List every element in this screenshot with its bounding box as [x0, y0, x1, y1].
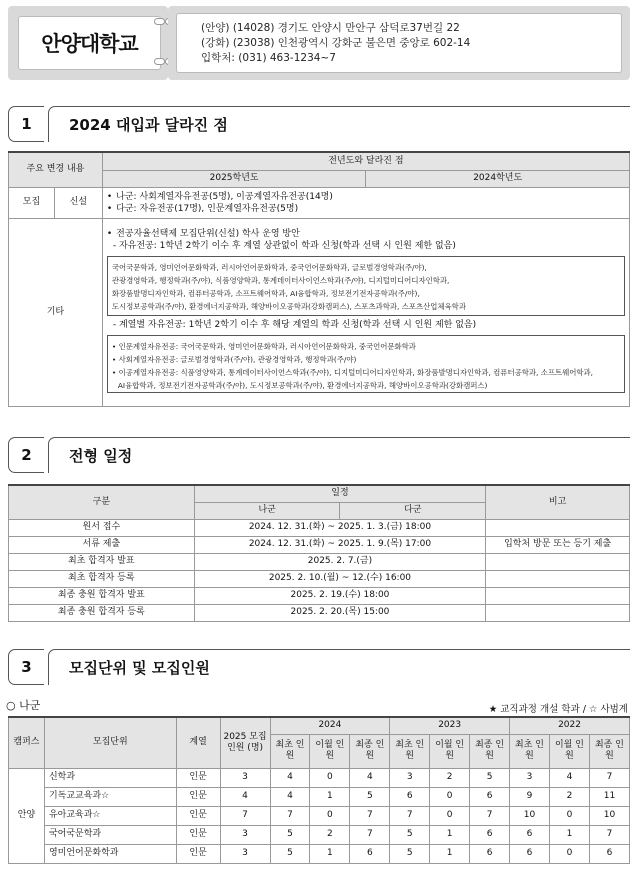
table-cell: 11 — [589, 787, 629, 806]
row-recruit: 모집 — [9, 187, 55, 218]
text — [154, 18, 165, 25]
table-row — [9, 587, 630, 604]
table-cell: 5 — [390, 825, 430, 844]
address-anyang: (안양) (14028) 경기도 안양시 만안구 삼덕로37번길 22 — [201, 22, 460, 34]
text: 국어국문학과, 영미언어문화학과, 러시아언어문화학과, 중국언어문화학과, 글로벌경영학과(주/야), — [111, 263, 427, 272]
text: • — [106, 191, 113, 202]
text: 화장품발명디자인학과, 컴퓨터공학과, 소프트웨어학과, AI융합학과, 정보전기전자공학과(주/야), — [111, 289, 420, 298]
table-cell: 3 — [220, 825, 270, 844]
table-cell: 6 — [510, 844, 550, 863]
legend: ★ 교직과정 개설 학과 / ☆ 사범계 — [488, 704, 628, 715]
col-year-2022: 2022 — [510, 717, 630, 734]
table-cell: 5 — [350, 787, 390, 806]
table-cell: 1 — [549, 825, 589, 844]
table-row — [9, 825, 630, 844]
address-block — [176, 13, 622, 73]
table-cell: 7 — [470, 806, 510, 825]
table-cell: 최초 인원 — [510, 734, 550, 768]
col-schedule: 일정 — [194, 485, 486, 502]
field-major-note: - 계열별 자유전공: 1학년 2학기 이수 후 해당 계열의 학과 신청(학과 선택 시 인원 제한 없음) — [112, 320, 477, 330]
table-cell: 5 — [270, 844, 310, 863]
table-cell: 7 — [350, 806, 390, 825]
table-row — [9, 553, 630, 570]
section-title: 2024 대입과 달라진 점 — [48, 106, 630, 142]
table-cell: 이월 인원 — [310, 734, 350, 768]
row-new: 신설 — [54, 187, 102, 218]
section-number: 1 — [8, 106, 44, 142]
table-cell: 3 — [220, 844, 270, 863]
table-cell: 최초 인원 — [390, 734, 430, 768]
text: • 사회계열자유전공: 글로벌경영학과(주/야), 관광경영학과, 행정학과(주/야) — [111, 355, 357, 364]
address-frame — [168, 6, 630, 80]
table-cell: 5 — [470, 768, 510, 787]
col-da-group: 다군 — [340, 502, 486, 519]
section-1-header — [8, 106, 630, 142]
text — [154, 58, 165, 65]
table-cell: 7 — [220, 806, 270, 825]
text: 나군: 사회계열자유전공(5명), 이공계열자유전공(14명) — [116, 191, 333, 202]
col-year-2024: 2024 — [270, 717, 390, 734]
section-number: 2 — [8, 437, 44, 473]
table-cell: 4 — [549, 768, 589, 787]
table-cell: 기독교교육과☆ — [44, 787, 176, 806]
table-cell: 4 — [270, 768, 310, 787]
table-cell: 인문 — [176, 825, 220, 844]
section-2-header — [8, 437, 630, 473]
col-field: 계열 — [176, 717, 220, 768]
table-cell: 6 — [510, 825, 550, 844]
table-cell: 인문 — [176, 844, 220, 863]
table-row — [9, 806, 630, 825]
text: 인문계열자유전공: 국어국문학과, 영미언어문화학과, 러시아언어문화학과, 중국언어문화학과 — [118, 342, 416, 351]
table-cell: 1 — [430, 844, 470, 863]
table-cell: 6 — [470, 825, 510, 844]
table-cell: 1 — [310, 787, 350, 806]
col-type: 구분 — [9, 485, 195, 519]
table-cell — [486, 604, 630, 621]
table-cell: 최종 충원 합격자 발표 — [9, 587, 195, 604]
col-year-2023: 2023 — [390, 717, 510, 734]
list-item — [103, 228, 629, 240]
table-cell: 최종 인원 — [470, 734, 510, 768]
table-cell: 1 — [430, 825, 470, 844]
table-cell: 인문 — [176, 806, 220, 825]
table-cell: 6 — [470, 787, 510, 806]
table-cell: 0 — [549, 844, 589, 863]
table-cell: 최종 충원 합격자 등록 — [9, 604, 195, 621]
table-cell: 영미언어문화학과 — [44, 844, 176, 863]
table-row — [9, 787, 630, 806]
free-major-departments — [107, 256, 625, 316]
col-unit: 모집단위 — [44, 717, 176, 768]
university-logo: 안양대학교 — [18, 16, 161, 70]
table-cell: 6 — [390, 787, 430, 806]
col-2025-quota: 2025 모집인원 (명) — [220, 717, 270, 768]
table-cell: 0 — [430, 806, 470, 825]
table-cell: 2024. 12. 31.(화) ~ 2025. 1. 3.(금) 18:00 — [194, 519, 486, 536]
field-major-departments — [107, 335, 625, 393]
table-cell: 인문 — [176, 768, 220, 787]
col-diff: 전년도와 달라진 점 — [102, 152, 629, 170]
table-cell: 2025. 2. 20.(목) 15:00 — [194, 604, 486, 621]
table-cell: 7 — [589, 768, 629, 787]
table-cell: 입학처 방문 또는 등기 제출 — [486, 536, 630, 553]
schedule-table — [8, 484, 630, 622]
table-row — [9, 519, 630, 536]
logo-frame — [8, 6, 168, 80]
table-cell: 4 — [220, 787, 270, 806]
table-cell: 0 — [549, 806, 589, 825]
table-cell — [486, 519, 630, 536]
table-cell: 2 — [430, 768, 470, 787]
table-cell: 이월 인원 — [430, 734, 470, 768]
table-cell: 원서 접수 — [9, 519, 195, 536]
table-cell: 0 — [310, 768, 350, 787]
list-item — [107, 191, 625, 203]
col-campus: 캠퍼스 — [9, 717, 45, 768]
table-cell: 국어국문학과 — [44, 825, 176, 844]
new-units-cell — [102, 187, 629, 218]
table-cell: 6 — [589, 844, 629, 863]
address-ganghwa: (강화) (23038) 인천광역시 강화군 불은면 중앙로 602-14 — [201, 37, 471, 49]
table-cell: 이월 인원 — [549, 734, 589, 768]
text: • — [106, 203, 113, 214]
col-2025: 2025학년도 — [102, 170, 366, 187]
table-cell: 9 — [510, 787, 550, 806]
table-cell: 6 — [470, 844, 510, 863]
table-cell: 2 — [549, 787, 589, 806]
table-row — [9, 604, 630, 621]
col-note: 비고 — [486, 485, 630, 519]
group-label — [6, 697, 40, 713]
campus-anyang: 안양 — [9, 768, 45, 863]
table-cell — [486, 587, 630, 604]
table-cell: 3 — [390, 768, 430, 787]
table-cell: 4 — [350, 768, 390, 787]
table-cell: 3 — [510, 768, 550, 787]
table-cell: 2024. 12. 31.(화) ~ 2025. 1. 9.(목) 17:00 — [194, 536, 486, 553]
table-cell: 6 — [350, 844, 390, 863]
text: 다군: 자유전공(17명), 인문계열자유전공(5명) — [116, 203, 299, 214]
text: • 이공계열자유전공: 식품영양학과, 통계데이터사이언스학과(주/야), 디지털미디어디자인학과, 화장품발명디자인학과, 컴퓨터공학과, 소프트웨어학과, — [111, 368, 594, 377]
table-row — [9, 536, 630, 553]
etc-cell — [102, 218, 629, 406]
text: 관광경영학과, 행정학과(주/야), 식품영양학과, 통계데이터사이언스학과(주/야), 디지털미디어디자인학과, — [111, 276, 450, 285]
section-number: 3 — [8, 649, 44, 685]
table-cell: 최초 합격자 등록 — [9, 570, 195, 587]
table-cell: 신학과 — [44, 768, 176, 787]
table-cell: 최종 인원 — [350, 734, 390, 768]
table-cell — [486, 570, 630, 587]
col-na-group: 나군 — [194, 502, 340, 519]
table-cell: 7 — [350, 825, 390, 844]
table-cell: 2 — [310, 825, 350, 844]
table-cell: 7 — [270, 806, 310, 825]
text: • 인문계열자유전공: 국어국문학과, 영미언어문화학과, 러시아언어문화학과, 중국언어문화학과 — [111, 342, 416, 351]
table-cell: 10 — [510, 806, 550, 825]
list-item — [107, 203, 625, 215]
table-cell: 1 — [310, 844, 350, 863]
section-3-header — [8, 649, 630, 685]
table-cell: 인문 — [176, 787, 220, 806]
recruit-table — [8, 716, 630, 864]
table-cell: 최초 인원 — [270, 734, 310, 768]
changes-table — [8, 151, 630, 407]
text: • — [106, 229, 113, 239]
text: 도시정보공학과(주/야), 환경에너지공학과, 해양바이오공학과(강화캠퍼스), 스포츠과학과, 스포츠산업체육학과 — [111, 302, 466, 311]
page-header — [8, 6, 630, 80]
table-cell: 0 — [430, 787, 470, 806]
table-cell — [486, 553, 630, 570]
text: 나군 — [19, 699, 41, 712]
table-cell: 7 — [390, 806, 430, 825]
table-cell: 최초 합격자 발표 — [9, 553, 195, 570]
text: 사회계열자유전공: 글로벌경영학과(주/야), 관광경영학과, 행정학과(주/야) — [118, 355, 357, 364]
section-title: 전형 일정 — [48, 437, 630, 473]
table-cell: 5 — [390, 844, 430, 863]
table-cell: 10 — [589, 806, 629, 825]
col-2024: 2024학년도 — [366, 170, 630, 187]
table-row — [9, 844, 630, 863]
col-main-changes: 주요 변경 내용 — [9, 152, 103, 187]
circle-icon: ○ — [6, 699, 16, 712]
table-cell: 2025. 2. 7.(금) — [194, 553, 486, 570]
text: 이공계열자유전공: 식품영양학과, 통계데이터사이언스학과(주/야), 디지털미디어디자인학과, 화장품발명디자인학과, 컴퓨터공학과, 소프트웨어학과, — [118, 368, 594, 377]
row-etc: 기타 — [9, 218, 103, 406]
table-cell: 2025. 2. 10.(월) ~ 12.(수) 16:00 — [194, 570, 486, 587]
table-row — [9, 570, 630, 587]
table-cell: 최종 인원 — [589, 734, 629, 768]
table-cell: 서류 제출 — [9, 536, 195, 553]
table-cell: 0 — [310, 806, 350, 825]
text: AI융합학과, 정보전기전자공학과(주/야), 도시정보공학과(주/야), 환경에너지공학과, 해양바이오공학과(강화캠퍼스) — [117, 381, 488, 390]
table-cell: 7 — [589, 825, 629, 844]
free-major-note: - 자유전공: 1학년 2학기 이수 후 계열 상관없이 학과 신청(학과 선택 시 인원 제한 없음) — [112, 241, 456, 251]
table-cell: 유아교육과☆ — [44, 806, 176, 825]
text: 전공자율선택제 모집단위(신설) 학사 운영 방안 — [116, 229, 300, 239]
table-cell: 2025. 2. 19.(수) 18:00 — [194, 587, 486, 604]
table-row — [9, 768, 630, 787]
admission-phone: 입학처: (031) 463-1234~7 — [201, 52, 336, 64]
table-cell: 5 — [270, 825, 310, 844]
table-cell: 3 — [220, 768, 270, 787]
section-title: 모집단위 및 모집인원 — [48, 649, 630, 685]
table-cell: 4 — [270, 787, 310, 806]
